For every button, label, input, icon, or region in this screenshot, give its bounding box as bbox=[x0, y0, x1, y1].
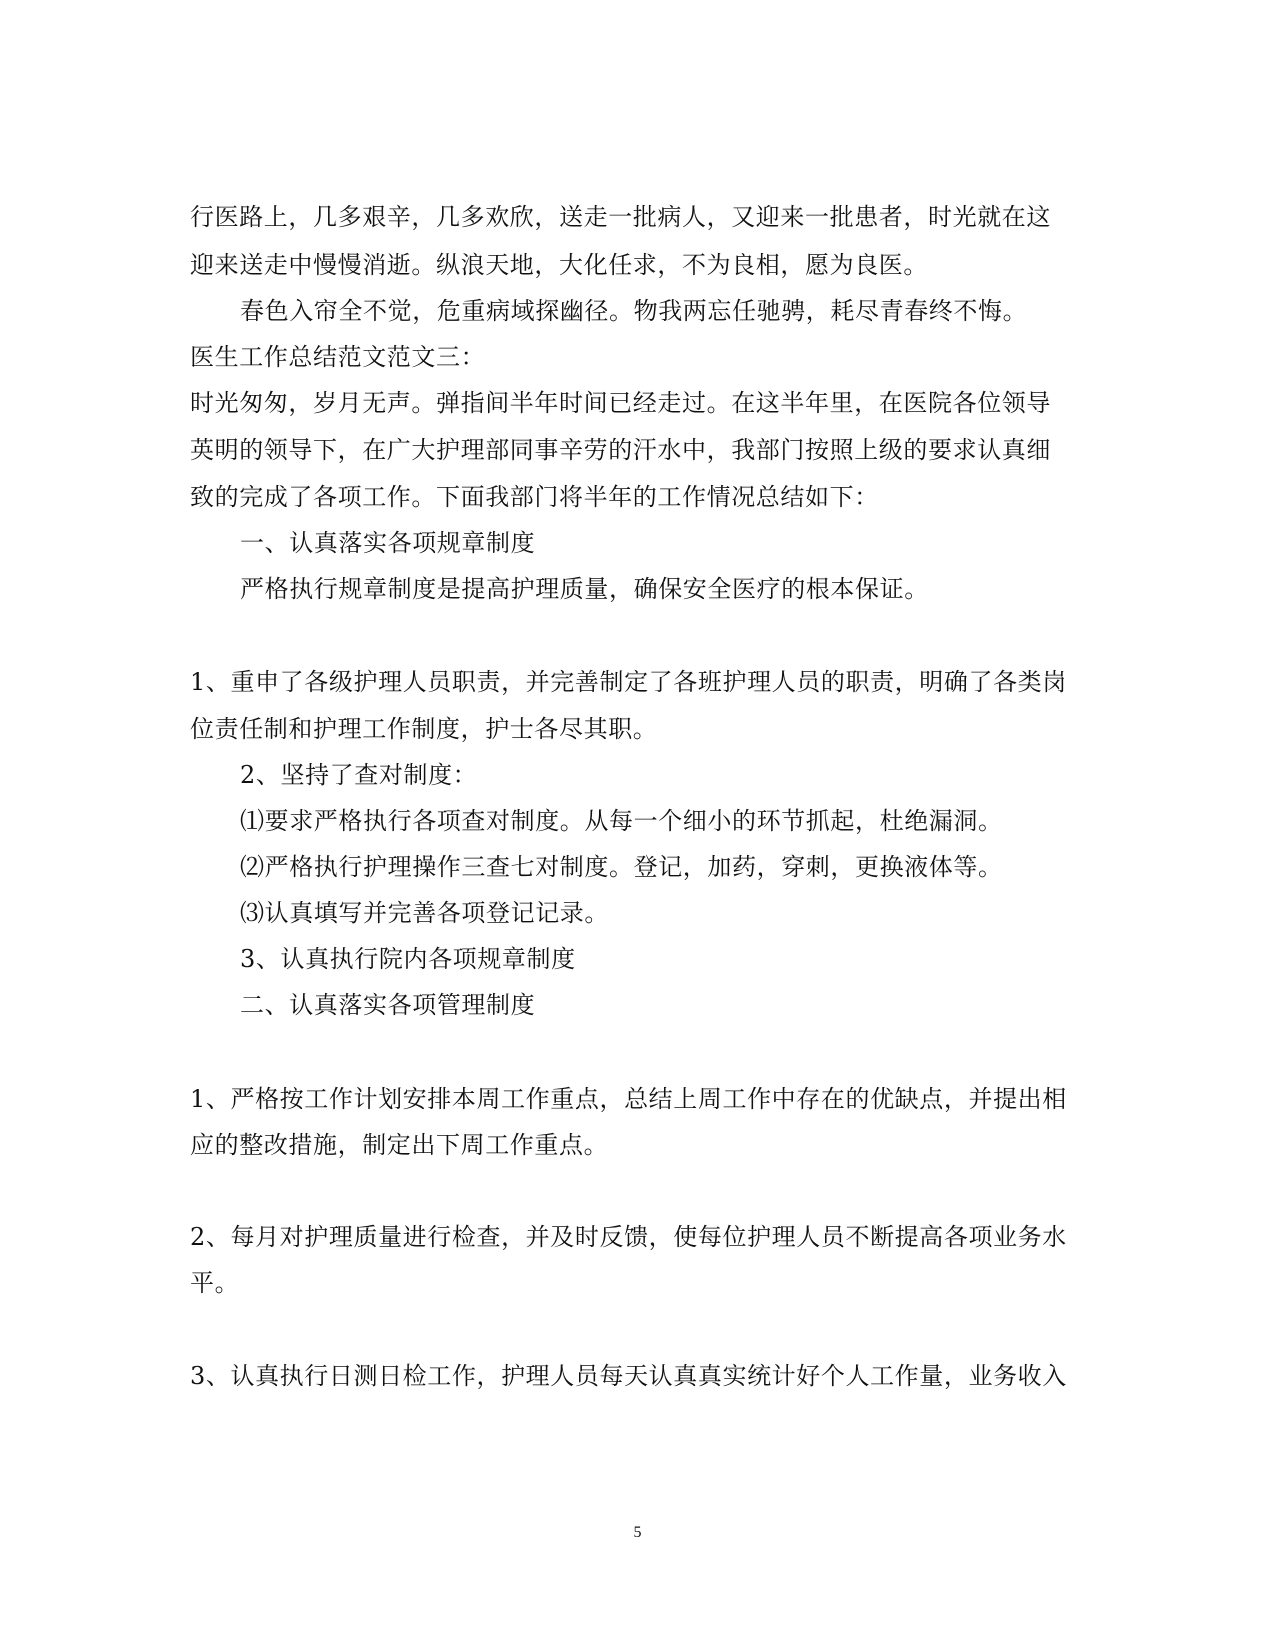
list-item-continued: 应的整改措施，制定出下周工作重点。 bbox=[190, 1131, 609, 1159]
paragraph-line: 致的完成了各项工作。下面我部门将半年的工作情况总结如下： bbox=[190, 483, 879, 511]
list-item-continued: 位责任制和护理工作制度，护士各尽其职。 bbox=[190, 715, 658, 743]
page-number: 5 bbox=[633, 1524, 642, 1541]
list-item: 2、每月对护理质量进行检查，并及时反馈，使每位护理人员不断提高各项业务水 bbox=[190, 1223, 1067, 1251]
sub-list-item: ⑴要求严格执行各项查对制度。从每一个细小的环节抓起，杜绝漏洞。 bbox=[240, 807, 1003, 835]
sub-list-item: ⑵严格执行护理操作三查七对制度。登记，加药，穿刺，更换液体等。 bbox=[240, 853, 1003, 881]
list-item: 2、坚持了查对制度： bbox=[240, 761, 478, 789]
list-item: 3、认真执行日测日检工作，护理人员每天认真真实统计好个人工作量，业务收入 bbox=[190, 1362, 1067, 1390]
section-heading: 一、认真落实各项规章制度 bbox=[240, 529, 536, 557]
section-heading: 二、认真落实各项管理制度 bbox=[240, 991, 536, 1019]
list-item: 1、严格按工作计划安排本周工作重点，总结上周工作中存在的优缺点，并提出相 bbox=[190, 1085, 1067, 1113]
list-item: 1、重申了各级护理人员职责，并完善制定了各班护理人员的职责，明确了各类岗 bbox=[190, 668, 1067, 696]
paragraph-line: 时光匆匆，岁月无声。弹指间半年时间已经走过。在这半年里，在医院各位领导 bbox=[190, 389, 1051, 417]
paragraph-line: 英明的领导下，在广大护理部同事辛劳的汗水中，我部门按照上级的要求认真细 bbox=[190, 436, 1051, 464]
list-item: 3、认真执行院内各项规章制度 bbox=[240, 945, 576, 973]
section-title: 医生工作总结范文范文三： bbox=[190, 343, 486, 371]
paragraph-line: 严格执行规章制度是提高护理质量，确保安全医疗的根本保证。 bbox=[240, 575, 929, 603]
list-item-continued: 平。 bbox=[190, 1269, 240, 1297]
paragraph-line: 迎来送走中慢慢消逝。纵浪天地，大化任求，不为良相，愿为良医。 bbox=[190, 251, 928, 279]
paragraph-line: 行医路上，几多艰辛，几多欢欣，送走一批病人，又迎来一批患者，时光就在这 bbox=[190, 203, 1051, 231]
sub-list-item: ⑶认真填写并完善各项登记记录。 bbox=[240, 899, 609, 927]
poem-line: 春色入帘全不觉，危重病域探幽径。物我两忘任驰骋，耗尽青春终不悔。 bbox=[240, 297, 1028, 325]
